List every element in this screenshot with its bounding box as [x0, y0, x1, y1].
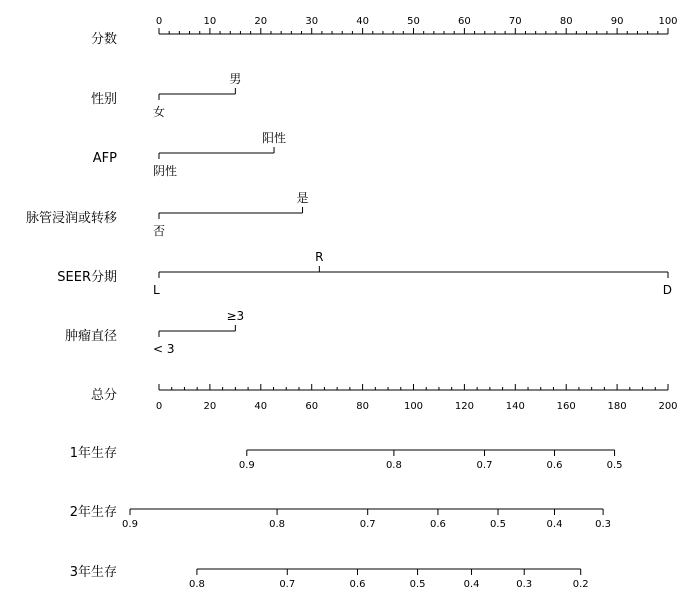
predictor-label: 性别 [90, 92, 117, 107]
survival-axis-label: 2年生存 [69, 505, 117, 520]
total-axis-tick-label: 20 [203, 401, 217, 412]
points-axis-tick-label: 40 [356, 16, 369, 27]
predictor-label: SEER分期 [57, 270, 117, 285]
survival-axis-tick-label: 0.8 [269, 519, 286, 530]
predictor-level-label: 阴性 [153, 164, 178, 178]
predictor-level-label: R [315, 250, 324, 264]
total-axis-tick-label: 100 [403, 401, 424, 412]
predictor-label: 肿瘤直径 [64, 329, 117, 344]
total-axis-tick-label: 60 [305, 401, 319, 412]
predictor-label: AFP [92, 151, 117, 166]
predictor-level-label: ≥3 [226, 309, 245, 323]
total-axis-tick-label: 200 [658, 401, 678, 412]
points-axis-tick-label: 20 [254, 16, 268, 27]
points-axis-tick-label: 100 [658, 16, 678, 27]
points-axis-tick-label: 90 [610, 16, 624, 27]
survival-axis-tick-label: 0.5 [490, 519, 506, 530]
survival-axis-tick-label: 0.5 [409, 579, 426, 590]
survival-axis-tick-label: 0.2 [572, 579, 589, 590]
points-axis-tick-label: 0 [155, 16, 163, 27]
points-axis-tick-label: 70 [508, 16, 522, 27]
points-axis-tick-label: 10 [203, 16, 217, 27]
predictor-level-label: D [662, 283, 672, 297]
predictor-level-label: 男 [229, 72, 242, 86]
predictor-level-label: 是 [296, 191, 309, 205]
points-axis-tick-label: 30 [305, 16, 319, 27]
survival-axis-tick-label: 0.3 [595, 519, 612, 530]
points-axis-tick-label: 60 [458, 16, 471, 27]
total-axis-tick-label: 160 [556, 401, 576, 412]
survival-axis-tick-label: 0.7 [279, 579, 296, 590]
survival-axis-tick-label: 0.8 [188, 579, 205, 590]
predictor-level-label: < 3 [153, 342, 175, 356]
survival-axis-tick-label: 0.7 [359, 519, 376, 530]
survival-axis-tick-label: 0.6 [429, 519, 446, 530]
total-axis-label: 总分 [90, 388, 117, 403]
survival-axis-tick-label: 0.8 [385, 460, 402, 471]
total-axis-tick-label: 180 [607, 401, 627, 412]
survival-axis-tick-label: 0.3 [516, 579, 533, 590]
survival-axis-tick-label: 0.5 [606, 460, 623, 471]
survival-axis-tick-label: 0.9 [238, 460, 255, 471]
total-axis-tick-label: 80 [356, 401, 369, 412]
survival-axis-label: 1年生存 [69, 446, 117, 461]
total-axis-tick-label: 0 [155, 401, 163, 412]
predictor-level-label: 阳性 [262, 131, 287, 145]
total-axis-tick-label: 120 [454, 401, 474, 412]
survival-axis-tick-label: 0.6 [349, 579, 366, 590]
points-axis-label: 分数 [90, 32, 117, 47]
predictor-level-label: 女 [153, 105, 166, 119]
survival-axis-tick-label: 0.4 [463, 579, 480, 590]
points-axis-tick-label: 50 [407, 16, 420, 27]
predictor-level-label: L [153, 283, 160, 297]
survival-axis-tick-label: 0.6 [546, 460, 563, 471]
predictor-level-label: 否 [153, 224, 166, 238]
total-axis-tick-label: 140 [505, 401, 525, 412]
survival-axis-tick-label: 0.7 [476, 460, 493, 471]
survival-axis-tick-label: 0.9 [122, 519, 138, 530]
survival-axis-label: 3年生存 [69, 565, 117, 580]
predictor-label: 脉管浸润或转移 [25, 211, 117, 226]
survival-axis-tick-label: 0.4 [546, 519, 563, 530]
total-axis-tick-label: 40 [254, 401, 268, 412]
points-axis-tick-label: 80 [559, 16, 573, 27]
